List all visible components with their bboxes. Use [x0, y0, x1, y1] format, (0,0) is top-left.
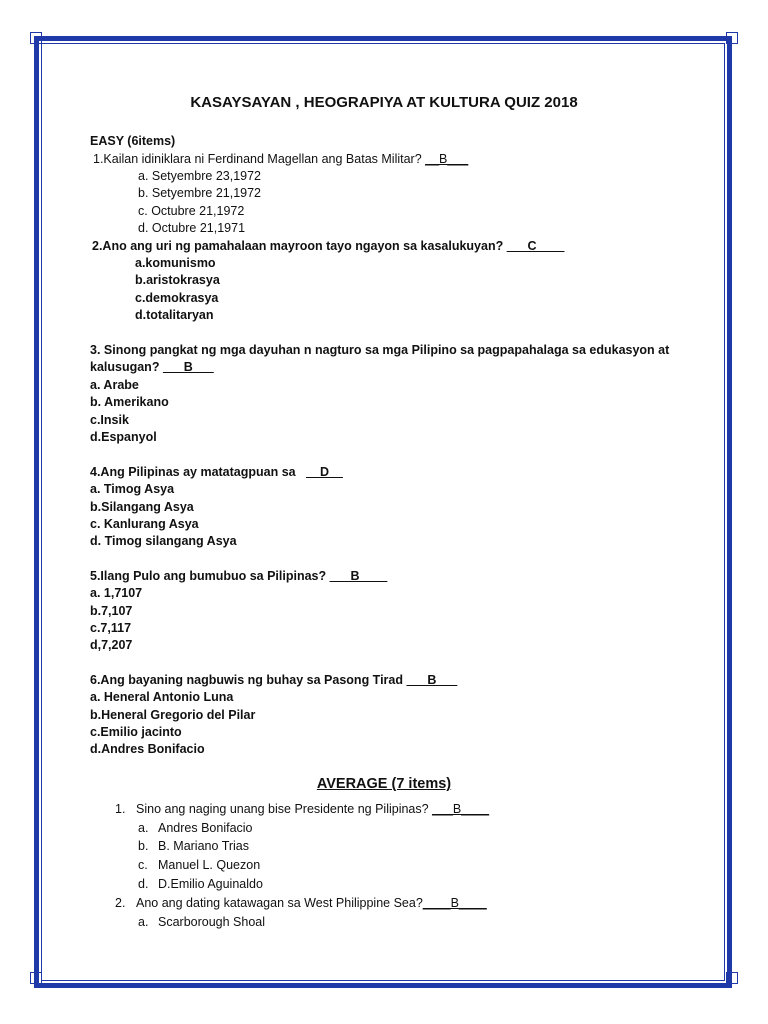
choice-letter: a. — [138, 915, 149, 929]
choice: d.Andres Bonifacio — [90, 742, 205, 756]
answer-2: ___C____ — [506, 239, 565, 253]
border-corner-ornament — [30, 32, 42, 44]
choice: b.Silangang Asya — [90, 500, 194, 514]
easy-section-header: EASY (6items) — [90, 134, 176, 148]
avg-question-num: 2. — [115, 896, 126, 910]
answer-4: __D__ — [306, 465, 343, 479]
border-corner-ornament — [30, 972, 42, 984]
choice: a. 1,7107 — [90, 586, 143, 600]
question-1: 1.Kailan idiniklara ni Ferdinand Magellan ang Batas Militar? __B___ — [93, 152, 469, 166]
answer-5: ___B____ — [329, 569, 388, 583]
choice-letter: b. — [138, 839, 149, 853]
choice: c.demokrasya — [135, 291, 219, 305]
choice: d. Timog silangang Asya — [90, 534, 237, 548]
choice: d.totalitaryan — [135, 308, 214, 322]
answer-1: __B___ — [425, 152, 469, 166]
average-section-header: AVERAGE (7 items) — [316, 776, 452, 792]
choice: Manuel L. Quezon — [158, 858, 261, 872]
choice: d.Espanyol — [90, 430, 157, 444]
question-3: 3. Sinong pangkat ng mga dayuhan n nagturo sa mga Pilipino sa pagpapahalaga sa edukasyon at — [90, 343, 670, 357]
choice: B. Mariano Trias — [158, 839, 250, 853]
answer-6: ___B___ — [406, 673, 458, 687]
question-6: 6.Ang bayaning nagbuwis ng buhay sa Pasong Tirad ___B___ — [90, 673, 458, 687]
choice-letter: d. — [138, 877, 149, 891]
page-title: KASAYSAYAN , HEOGRAPIYA AT KULTURA QUIZ 2018 — [190, 94, 578, 111]
choice: a. Setyembre 23,1972 — [138, 169, 261, 183]
choice: D.Emilio Aguinaldo — [158, 877, 263, 891]
choice: d. Octubre 21,1971 — [138, 221, 246, 235]
choice: c. Octubre 21,1972 — [138, 204, 245, 218]
choice: b.aristokrasya — [135, 273, 220, 287]
choice: b. Setyembre 21,1972 — [138, 186, 261, 200]
choice: c.Insik — [90, 413, 129, 427]
choice: d,7,207 — [90, 638, 133, 652]
question-3-cont: kalusugan? ___B___ — [90, 360, 214, 374]
choice: b.Heneral Gregorio del Pilar — [90, 708, 256, 722]
border-corner-ornament — [726, 32, 738, 44]
question-4: 4.Ang Pilipinas ay matatagpuan sa __D__ — [90, 465, 343, 479]
choice-letter: c. — [138, 858, 148, 872]
choice: b. Amerikano — [90, 395, 169, 409]
choice: a. Heneral Antonio Luna — [90, 690, 234, 704]
avg-question-num: 1. — [115, 802, 126, 816]
choice: b.7,107 — [90, 604, 133, 618]
border-corner-ornament — [726, 972, 738, 984]
choice: Andres Bonifacio — [158, 821, 253, 835]
choice: Scarborough Shoal — [158, 915, 266, 929]
choice-letter: a. — [138, 821, 149, 835]
choice: c. Kanlurang Asya — [90, 517, 199, 531]
avg-question-1: Sino ang naging unang bise Presidente ng Pilipinas? ___B____ — [136, 802, 490, 816]
answer-3: ___B___ — [162, 360, 214, 374]
avg-answer-2: ____B____ — [422, 896, 487, 910]
choice: c.Emilio jacinto — [90, 725, 182, 739]
avg-answer-1: ___B____ — [432, 802, 490, 816]
question-5: 5.Ilang Pulo ang bumubuo sa Pilipinas? ___B____ — [90, 569, 388, 583]
question-2: 2.Ano ang uri ng pamahalaan mayroon tayo ngayon sa kasalukuyan? ___C____ — [92, 239, 565, 253]
avg-question-2: Ano ang dating katawagan sa West Philippine Sea?____B____ — [136, 896, 487, 910]
choice: a. Timog Asya — [90, 482, 175, 496]
choice: c.7,117 — [90, 621, 132, 635]
choice: a.komunismo — [135, 256, 216, 270]
choice: a. Arabe — [90, 378, 139, 392]
